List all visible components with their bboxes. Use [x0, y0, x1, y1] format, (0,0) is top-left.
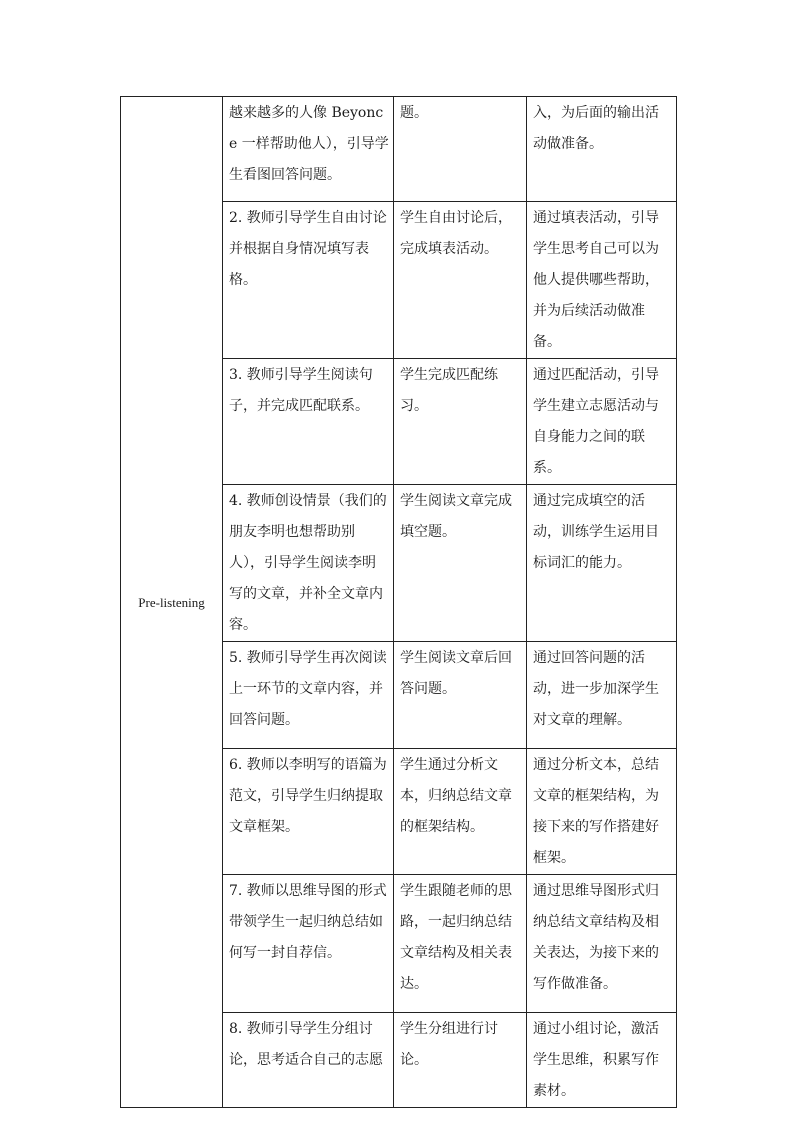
purpose-cell: [527, 1013, 677, 1108]
student-activity-cell: [394, 97, 527, 202]
purpose-cell: [527, 749, 677, 875]
purpose-text: 通过小组讨论，激活学生思维，积累写作素材。: [533, 1021, 659, 1099]
teacher-activity-cell: [223, 642, 394, 749]
purpose-cell: [527, 875, 677, 1013]
purpose-cell: [527, 202, 677, 359]
purpose-cell: [527, 642, 677, 749]
purpose-text: 通过填表活动，引导学生思考自己可以为他人提供哪些帮助，并为后续活动做准备。: [533, 210, 659, 350]
teacher-activity-text: 5. 教师引导学生再次阅读上一环节的文章内容，并回答问题。: [229, 650, 387, 728]
teacher-activity-cell: [223, 749, 394, 875]
table-row: [121, 97, 677, 202]
stage-label: Pre-listening: [138, 594, 205, 610]
teacher-activity-text: 3. 教师引导学生阅读句子，并完成匹配联系。: [229, 367, 373, 414]
purpose-text: 通过思维导图形式归纳总结文章结构及相关表达，为接下来的写作做准备。: [533, 883, 659, 992]
student-activity-cell: [394, 202, 527, 359]
student-activity-cell: [394, 359, 527, 485]
purpose-cell: [527, 359, 677, 485]
purpose-text: 通过回答问题的活动，进一步加深学生对文章的理解。: [533, 650, 659, 728]
student-activity-cell: [394, 485, 527, 642]
teacher-activity-cell: [223, 97, 394, 202]
student-activity-text: 学生阅读文章后回答问题。: [400, 650, 512, 697]
stage-cell: [121, 97, 223, 1108]
student-activity-cell: [394, 1013, 527, 1108]
purpose-cell: [527, 485, 677, 642]
teacher-activity-cell: [223, 202, 394, 359]
student-activity-text: 学生跟随老师的思路，一起归纳总结文章结构及相关表达。: [400, 883, 512, 992]
student-activity-text: 学生自由讨论后，完成填表活动。: [400, 210, 512, 257]
student-activity-text: 学生通过分析文本，归纳总结文章的框架结构。: [400, 757, 512, 835]
student-activity-text: 题。: [400, 105, 428, 121]
purpose-text: 入，为后面的输出活动做准备。: [533, 105, 659, 152]
teacher-activity-cell: [223, 359, 394, 485]
student-activity-text: 学生完成匹配练习。: [400, 367, 498, 414]
teacher-activity-text: 8. 教师引导学生分组讨论，思考适合自己的志愿: [229, 1021, 383, 1068]
teacher-activity-text: 7. 教师以思维导图的形式带领学生一起归纳总结如何写一封自荐信。: [229, 883, 387, 961]
lesson-plan-table: [120, 96, 677, 1108]
student-activity-cell: [394, 642, 527, 749]
student-activity-text: 学生阅读文章完成填空题。: [400, 493, 512, 540]
teacher-activity-cell: [223, 1013, 394, 1108]
purpose-text: 通过完成填空的活动，训练学生运用目标词汇的能力。: [533, 493, 659, 571]
purpose-cell: [527, 97, 677, 202]
teacher-activity-cell: [223, 485, 394, 642]
teacher-activity-cell: [223, 875, 394, 1013]
student-activity-cell: [394, 875, 527, 1013]
student-activity-cell: [394, 749, 527, 875]
teacher-activity-text: 6. 教师以李明写的语篇为范文，引导学生归纳提取文章框架。: [229, 757, 387, 835]
teacher-activity-text: 4. 教师创设情景（我们的朋友李明也想帮助别人），引导学生阅读李明写的文章，并补全文章内容。: [229, 493, 387, 633]
teacher-activity-text: 越来越多的人像 Beyonce 一样帮助他人），引导学生看图回答问题。: [229, 105, 389, 183]
student-activity-text: 学生分组进行讨论。: [400, 1021, 498, 1068]
purpose-text: 通过分析文本，总结文章的框架结构，为接下来的写作搭建好框架。: [533, 757, 659, 866]
purpose-text: 通过匹配活动，引导学生建立志愿活动与自身能力之间的联系。: [533, 367, 659, 476]
teacher-activity-text: 2. 教师引导学生自由讨论并根据自身情况填写表格。: [229, 210, 387, 288]
